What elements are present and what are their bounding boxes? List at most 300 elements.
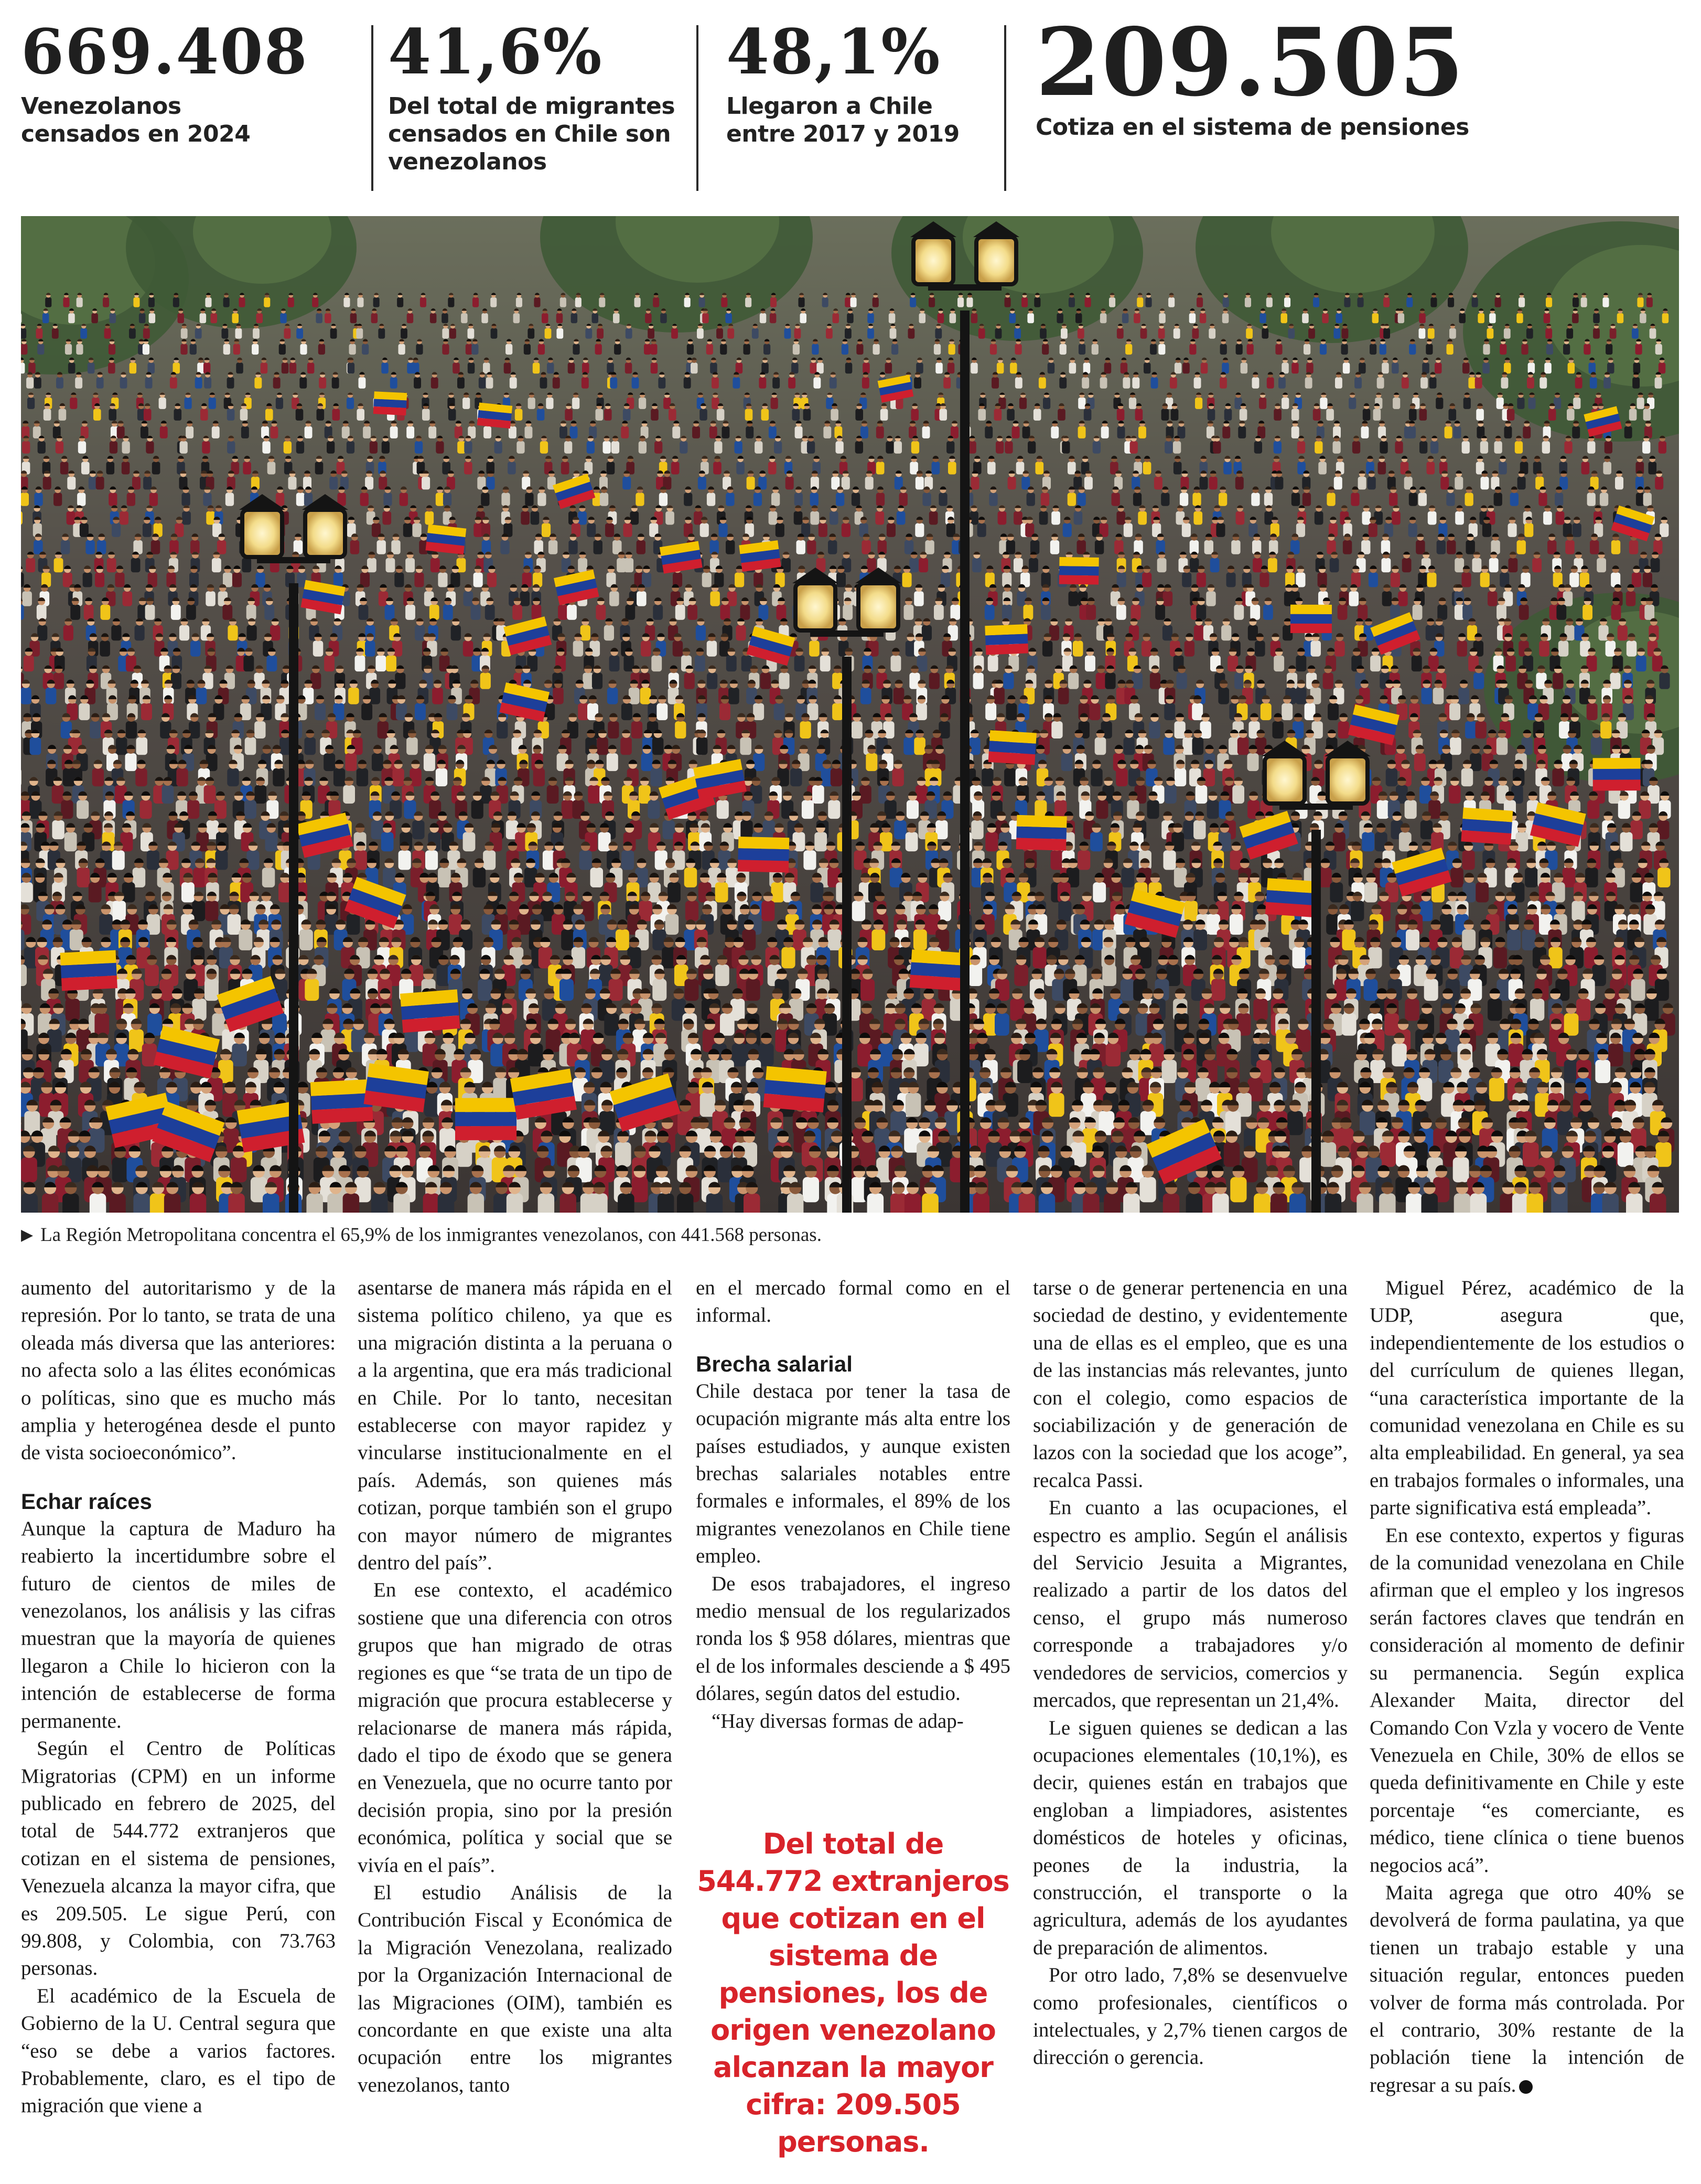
crowd-person	[85, 533, 94, 554]
crowd-person	[1370, 339, 1376, 355]
stat-value: 669.408	[21, 15, 308, 88]
crowd-person	[640, 680, 651, 704]
crowd-person	[699, 403, 707, 421]
crowd-person	[1250, 597, 1260, 620]
crowd-person	[1323, 666, 1333, 689]
crowd-person	[481, 308, 488, 323]
crowd-person	[568, 533, 577, 554]
crowd-person	[1131, 597, 1141, 620]
crowd-person	[546, 392, 553, 409]
crowd-person	[332, 403, 340, 421]
paragraph-text: Maita agrega que otro 40% se devolverá de forma paulatina, ya que tienen un trabajo estable y una situación regular, entonces pueden volver de forma más controlada. Por el contrario, 30% restante de la población tiene la intención de regresar a su país.	[1370, 1881, 1684, 2096]
crowd-person	[533, 565, 542, 587]
crowd-person	[1426, 339, 1433, 355]
crowd-person	[744, 339, 750, 355]
crowd-person	[1342, 324, 1349, 339]
crowd-person	[651, 403, 659, 421]
crowd-person	[654, 436, 662, 454]
crowd-person	[845, 293, 851, 307]
crowd-person	[52, 777, 64, 804]
crowd-person	[463, 633, 473, 656]
crowd-person	[232, 565, 242, 587]
crowd-person	[1365, 1145, 1382, 1182]
crowd-person	[196, 680, 207, 704]
crowd-person	[1035, 791, 1047, 819]
paragraph: en el mercado formal como en el informal.	[696, 1277, 1010, 1327]
crowd-person	[1519, 293, 1525, 307]
crowd-person	[1615, 470, 1623, 489]
crowd-person	[1546, 339, 1553, 355]
crowd-person	[1508, 517, 1517, 537]
crowd-person	[1539, 372, 1547, 389]
crowd-person	[1002, 565, 1011, 587]
crowd-person	[630, 505, 639, 524]
crowd-person	[1182, 565, 1191, 587]
crowd-person	[1610, 666, 1620, 689]
crowd-person	[1245, 293, 1251, 307]
crowd-person	[1603, 456, 1611, 475]
crowd-person	[1368, 937, 1382, 968]
crowd-person	[916, 695, 927, 721]
crowd-person	[758, 470, 767, 489]
crowd-person	[431, 372, 438, 389]
crowd-person	[22, 436, 30, 454]
crowd-person	[190, 633, 201, 656]
crowd-person	[1644, 597, 1654, 620]
crowd-person	[1092, 339, 1099, 355]
crowd-person	[604, 1003, 619, 1036]
crowd-person	[745, 293, 751, 307]
crowd-person	[1288, 324, 1295, 339]
crowd-person	[648, 791, 660, 819]
crowd-person	[771, 392, 778, 409]
crowd-person	[280, 308, 287, 323]
crowd-person	[623, 403, 631, 421]
crowd-person	[1207, 421, 1214, 438]
crowd-person	[381, 823, 394, 851]
crowd-person	[1274, 403, 1282, 421]
crowd-person	[736, 456, 745, 475]
crowd-person	[424, 745, 435, 771]
crowd-person	[1211, 969, 1225, 1001]
crowd-person	[332, 372, 339, 389]
crowd-person	[1566, 324, 1573, 339]
crowd-person	[1075, 308, 1082, 323]
crowd-person	[273, 372, 281, 389]
crowd-person	[1342, 1003, 1357, 1036]
crowd-person	[347, 436, 354, 454]
crowd-person	[1517, 392, 1524, 409]
crowd-person	[66, 988, 80, 1021]
crowd-person	[831, 403, 838, 421]
crowd-person	[91, 308, 98, 323]
crowd-person	[206, 745, 218, 771]
crowd-person	[1398, 584, 1408, 606]
crowd-person	[1123, 1182, 1140, 1213]
crowd-person	[1558, 633, 1569, 656]
crowd-person	[1101, 421, 1109, 438]
crowd-person	[1414, 745, 1426, 771]
crowd-person	[413, 517, 422, 537]
crowd-person	[115, 777, 127, 804]
crowd-person	[1291, 403, 1299, 421]
crowd-person	[684, 293, 691, 307]
crowd-person	[1040, 324, 1047, 339]
crowd-person	[1106, 1033, 1121, 1067]
crowd-person	[1646, 293, 1653, 307]
crowd-person	[117, 421, 125, 438]
crowd-person	[360, 565, 370, 587]
crowd-person	[1084, 470, 1093, 489]
crowd-person	[1512, 1182, 1529, 1213]
crowd-person	[1642, 436, 1650, 454]
crowd-person	[982, 759, 993, 786]
crowd-person	[472, 293, 479, 307]
crowd-person	[547, 777, 559, 804]
crowd-person	[282, 358, 289, 374]
crowd-person	[1151, 372, 1158, 389]
paragraph: De esos trabajadores, el ingreso medio mensual de los regularizados ronda los $ 958 dólares, mientras que el de los informales desciende a $ 495 dólares, según datos del estudio.	[696, 1572, 1010, 1705]
crowd-person	[442, 324, 449, 339]
crowd-person	[1368, 470, 1376, 489]
crowd-person	[609, 584, 619, 606]
crowd-person	[521, 505, 530, 524]
crowd-person	[587, 436, 595, 454]
crowd-person	[438, 858, 451, 887]
crowd-person	[760, 308, 767, 323]
crowd-person	[173, 293, 179, 307]
crowd-person	[1564, 1003, 1579, 1036]
crowd-person	[66, 1145, 82, 1182]
crowd-person	[21, 487, 29, 506]
crowd-person	[1354, 372, 1362, 389]
crowd-person	[1528, 392, 1535, 409]
crowd-person	[1565, 533, 1574, 554]
crowd-person	[606, 565, 616, 587]
paragraph: En ese contexto, expertos y figuras de la comunidad venezolana en Chile afirman que el empleo y los ingresos serán factores claves que tendrán en consideración al momento de definir su permanencia. Según explica Alexander Maita, director del Comando Con Vzla y vocero de Vente Venezuela en Chile, 30% de ellos se queda definitivamente en Chile y este porcentaje “es comerciante, es médico, tiene clínica o tiene buenos negocios acá”.	[1370, 1524, 1684, 1877]
crowd-person	[650, 759, 662, 786]
crowd-person	[345, 745, 357, 771]
crowd-person	[164, 1182, 181, 1213]
crowd-person	[1597, 552, 1606, 573]
crowd-person	[753, 487, 762, 506]
crowd-person	[42, 308, 49, 323]
crowd-person	[1171, 403, 1179, 421]
crowd-person	[750, 777, 762, 804]
crowd-person	[59, 403, 67, 421]
crowd-person	[1333, 436, 1341, 454]
crowd-person	[916, 358, 923, 374]
crowd-person	[1275, 339, 1282, 355]
crowd-person	[914, 372, 921, 389]
pull-quote: Del total de 544.772 extranjeros que cotizan en el sistema de pensiones, los de origen venezolano alcanzan la mayor cifra: 209.505 personas.	[697, 1827, 1009, 2158]
crowd-person	[1334, 969, 1349, 1001]
crowd-person	[84, 597, 94, 620]
crowd-person	[1306, 358, 1314, 374]
crowd-person	[296, 487, 305, 506]
crowd-person	[1296, 517, 1305, 537]
crowd-person	[1137, 293, 1143, 307]
crowd-person	[79, 695, 90, 721]
crowd-person	[170, 372, 177, 389]
crowd-person	[365, 633, 375, 656]
crowd-person	[637, 533, 645, 554]
crowd-person	[442, 308, 448, 323]
crowd-person	[1556, 597, 1566, 620]
crowd-person	[1014, 505, 1022, 524]
crowd-person	[1226, 565, 1236, 587]
crowd-person	[417, 1145, 433, 1182]
crowd-person	[1341, 339, 1348, 355]
crowd-person	[1419, 403, 1427, 421]
crowd-person	[1186, 1182, 1203, 1213]
crowd-person	[1482, 517, 1491, 537]
crowd-person	[1458, 680, 1469, 704]
crowd-person	[819, 517, 827, 537]
crowd-person	[770, 293, 777, 307]
crowd-person	[712, 372, 719, 389]
crowd-person	[343, 777, 355, 804]
crowd-person	[24, 648, 34, 671]
crowd-person	[1005, 436, 1013, 454]
crowd-person	[176, 759, 188, 786]
crowd-person	[392, 759, 404, 786]
crowd-person	[1039, 372, 1046, 389]
crowd-person	[1132, 470, 1140, 489]
crowd-person	[1194, 372, 1201, 389]
crowd-person	[412, 811, 424, 839]
crowd-person	[891, 339, 898, 355]
crowd-person	[212, 552, 221, 573]
crowd-person	[37, 339, 44, 355]
crowd-person	[21, 873, 33, 903]
crowd-person	[779, 666, 789, 689]
crowd-person	[1637, 293, 1643, 307]
crowd-person	[785, 470, 794, 489]
crowd-person	[1042, 633, 1053, 656]
crowd-person	[1082, 372, 1089, 389]
stat-value: 41,6%	[388, 15, 603, 88]
crowd-person	[914, 730, 925, 755]
crowd-person	[653, 597, 663, 620]
crowd-person	[1069, 358, 1076, 374]
crowd-person	[755, 436, 762, 454]
crowd-person	[985, 597, 995, 620]
crowd-person	[243, 648, 254, 671]
crowd-person	[1572, 308, 1579, 323]
crowd-person	[623, 517, 632, 537]
crowd-person	[1382, 584, 1392, 606]
crowd-person	[1287, 1100, 1303, 1136]
crowd-person	[769, 505, 778, 524]
crowd-person	[939, 403, 947, 421]
crowd-person	[564, 436, 572, 454]
crowd-person	[1659, 666, 1670, 689]
crowd-person	[253, 324, 260, 339]
crowd-person	[443, 597, 453, 620]
crowd-person	[665, 904, 679, 935]
crowd-person	[1318, 456, 1327, 475]
crowd-person	[1593, 308, 1600, 323]
crowd-person	[36, 324, 43, 339]
crowd-person	[799, 293, 805, 307]
crowd-person	[998, 505, 1007, 524]
crowd-person	[600, 487, 608, 506]
crowd-person	[714, 565, 724, 587]
crowd-person	[830, 505, 838, 524]
crowd-person	[842, 470, 850, 489]
crowd-person	[76, 339, 83, 355]
crowd-person	[753, 695, 764, 721]
crowd-person	[524, 339, 531, 355]
crowd-person	[905, 1182, 921, 1213]
crowd-person	[1370, 648, 1381, 671]
crowd-person	[607, 358, 614, 374]
crowd-person	[1553, 666, 1563, 689]
crowd-person	[985, 823, 998, 851]
crowd-person	[812, 339, 819, 355]
crowd-person	[1138, 505, 1147, 524]
venezuela-flag	[373, 391, 407, 415]
stat-label: Venezolanos censados en 2024	[21, 93, 251, 147]
crowd-person	[1042, 470, 1051, 489]
crowd-person	[576, 1145, 592, 1182]
crowd-person	[887, 517, 896, 537]
paragraph: aumento del autoritarismo y de la represión. Por lo tanto, se trata de una oleada más diversa que las anteriores: no afecta solo a las élites económicas o políticas, sino que es mucho más amplia y heterogénea desde el punto de vista socioeconómico”.	[21, 1277, 336, 1464]
crowd-person	[1587, 436, 1595, 454]
crowd-person	[1036, 456, 1044, 475]
crowd-person	[420, 293, 426, 307]
crowd-person	[425, 505, 434, 524]
crowd-person	[125, 745, 137, 771]
crowd-person	[862, 533, 870, 554]
crowd-person	[763, 339, 770, 355]
crowd-person	[1660, 517, 1668, 537]
crowd-person	[1134, 308, 1140, 323]
crowd-person	[607, 680, 618, 704]
crowd-person	[522, 565, 532, 587]
crowd-person	[337, 487, 346, 506]
crowd-person	[669, 403, 676, 421]
crowd-person	[747, 470, 755, 489]
crowd-person	[1440, 470, 1449, 489]
crowd-person	[77, 487, 85, 506]
crowd-person	[174, 403, 182, 421]
crowd-person	[1068, 456, 1076, 475]
crowd-person	[1391, 565, 1400, 587]
crowd-person	[1404, 470, 1413, 489]
crowd-person	[1142, 565, 1151, 587]
crowd-person	[914, 584, 924, 606]
crowd-person	[299, 372, 307, 389]
crowd-person	[130, 358, 137, 374]
crowd-person	[181, 873, 195, 903]
crowd-person	[1413, 597, 1423, 620]
crowd-person	[922, 618, 932, 641]
crowd-person	[1629, 403, 1637, 421]
crowd-person	[1078, 324, 1084, 339]
crowd-person	[860, 680, 871, 704]
crowd-person	[70, 597, 80, 620]
crowd-person	[296, 324, 303, 339]
crowd-person	[744, 1182, 760, 1213]
crowd-person	[246, 597, 256, 620]
crowd-person	[585, 324, 592, 339]
crowd-person	[471, 597, 481, 620]
crowd-person	[1209, 324, 1215, 339]
crowd-person	[831, 470, 839, 489]
crowd-person	[83, 565, 92, 587]
crowd-person	[1333, 324, 1340, 339]
crowd-person	[1516, 308, 1523, 323]
crowd-person	[814, 823, 827, 851]
crowd-person	[325, 308, 331, 323]
crowd-person	[1593, 324, 1600, 339]
crowd-person	[1050, 533, 1059, 554]
crowd-person	[1195, 392, 1202, 409]
crowd-person	[81, 456, 90, 475]
crowd-person	[316, 308, 322, 323]
crowd-person	[636, 487, 644, 506]
crowd-person	[771, 873, 784, 903]
crowd-person	[1468, 372, 1476, 389]
crowd-person	[855, 403, 863, 421]
crowd-person	[886, 436, 893, 454]
crowd-person	[836, 565, 846, 587]
crowd-person	[1575, 372, 1582, 389]
crowd-person	[236, 358, 243, 374]
crowd-person	[1428, 505, 1437, 524]
crowd-person	[605, 517, 614, 537]
crowd-person	[1543, 505, 1552, 524]
crowd-person	[1563, 339, 1570, 355]
crowd-person	[1142, 633, 1152, 656]
crowd-person	[436, 436, 444, 454]
crowd-person	[1412, 648, 1422, 671]
crowd-person	[876, 456, 885, 475]
crowd-person	[1204, 533, 1213, 554]
crowd-person	[262, 436, 270, 454]
crowd-person	[109, 1182, 126, 1213]
crowd-person	[876, 421, 884, 438]
crowd-person	[423, 1182, 440, 1213]
crowd-person	[1430, 436, 1438, 454]
crowd-person	[528, 392, 535, 409]
crowd-person	[90, 713, 101, 738]
crowd-person	[193, 858, 207, 887]
crowd-person	[1360, 1100, 1375, 1136]
crowd-person	[1431, 823, 1444, 851]
crowd-person	[1378, 456, 1386, 475]
crowd-person	[610, 372, 617, 389]
venezuela-flag	[364, 1063, 429, 1112]
crowd-person	[540, 372, 547, 389]
crowd-person	[217, 533, 226, 554]
crowd-person	[547, 358, 554, 374]
crowd-person	[77, 293, 83, 307]
crowd-person	[941, 565, 950, 587]
crowd-person	[61, 533, 70, 554]
crowd-person	[487, 565, 497, 587]
crowd-person	[1455, 470, 1463, 489]
crowd-person	[537, 403, 545, 421]
crowd-person	[1364, 873, 1377, 903]
crowd-person	[627, 937, 641, 968]
crowd-person	[313, 633, 324, 656]
crowd-person	[508, 456, 516, 475]
crowd-person	[403, 517, 412, 537]
crowd-person	[1362, 505, 1371, 524]
